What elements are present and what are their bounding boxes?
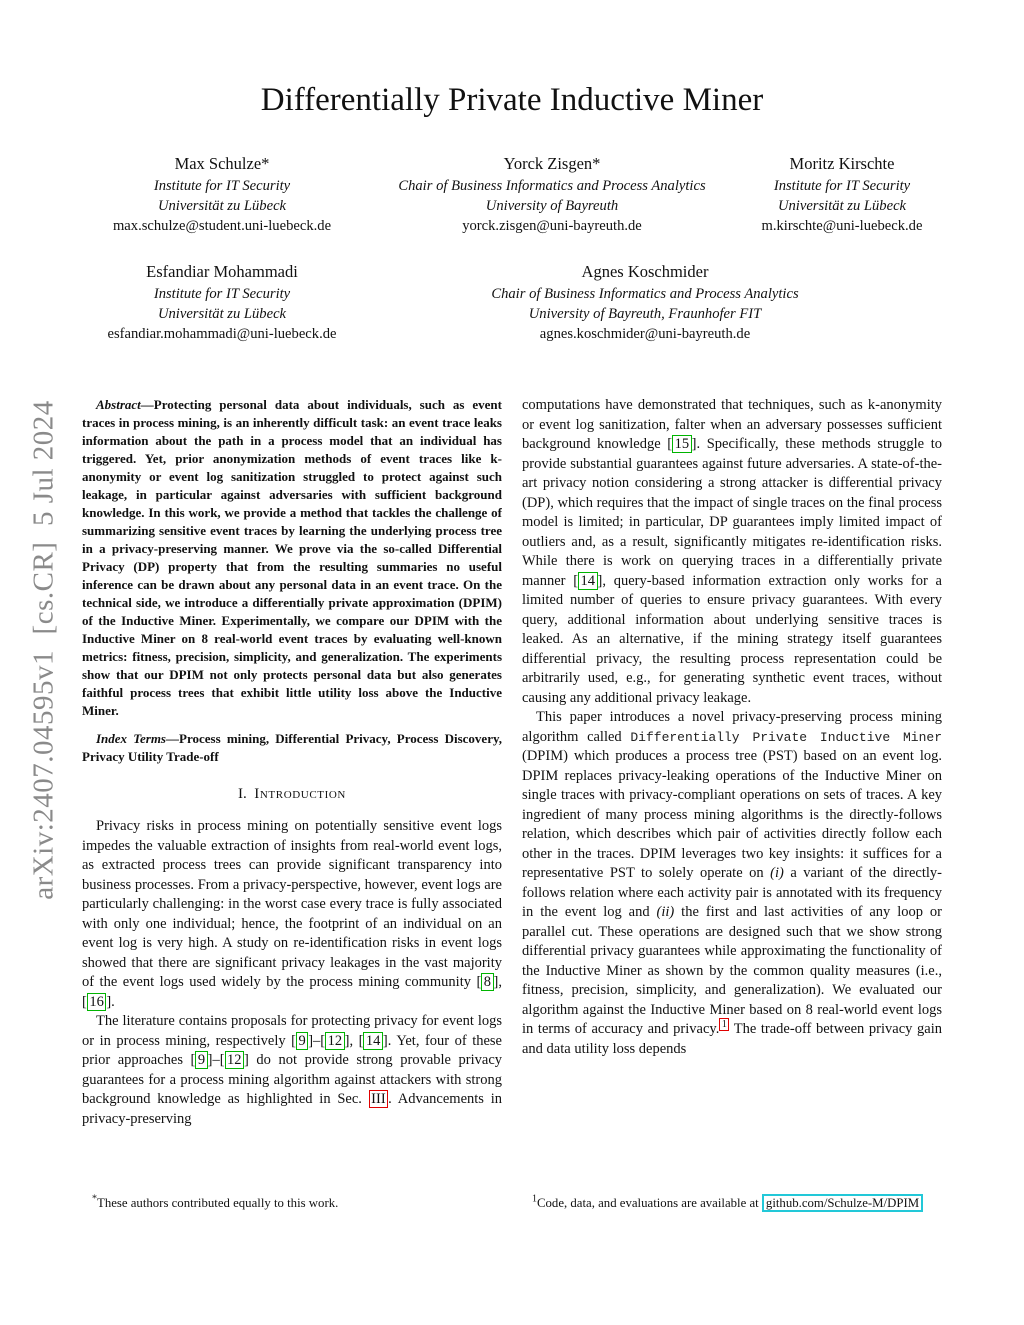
text-run: ], query-based information extraction only works for a limited number of queries to ensure privacy guarantees. With every query, additional information about underlying sensitive traces is leaked. As an alternative, if the mining strategy itself guarantees differential privacy, the resulting process representation could be arbitrarily used, e.g., for generating synthetic event traces, without causing any additional privacy leakage. <box>522 572 942 706</box>
section-ref-link[interactable]: III <box>369 1090 389 1108</box>
author-email: yorck.zisgen@uni-bayreuth.de <box>462 218 642 235</box>
author-affiliation: Universität zu Lübeck <box>777 198 907 215</box>
two-column-body <box>82 396 942 1212</box>
text-run: Code, data, and evaluations are available at <box>537 1196 762 1211</box>
author-row-1 <box>82 152 942 236</box>
citation-link[interactable]: 12 <box>225 1051 245 1069</box>
citation-link[interactable]: 12 <box>325 1032 345 1050</box>
footnote-marker: * <box>92 1194 97 1206</box>
text-run: ]–[ <box>207 1052 225 1069</box>
citation-link[interactable]: 14 <box>578 572 598 590</box>
paragraph <box>522 708 942 1059</box>
section-number: I. <box>238 786 247 803</box>
author-name: Agnes Koschmider <box>581 262 709 282</box>
author-block <box>435 260 855 344</box>
text-run: The literature contains proposals for protecting privacy for event logs or in process mining, respectively [ <box>82 1013 502 1049</box>
paper-title: Differentially Private Inductive Miner <box>260 82 764 118</box>
abstract-paragraph <box>82 396 502 720</box>
text-run: ]. Specifically, these methods struggle to provide substantial guarantees against future adversaries. A state-of-the-art privacy notion considering a strong attacker is differential privacy (DP), which requires that the impact of single traces on the final process model is limited; in particular, DP guarantees imply limited impact of outliers and, as a result, significantly mitigates re-identification risks. While there is work on querying traces in a differentially private manner [ <box>522 436 942 589</box>
author-email: agnes.koschmider@uni-bayreuth.de <box>539 326 751 343</box>
paragraph <box>82 817 502 1012</box>
paragraph-lead: Abstract— <box>96 397 154 413</box>
paper-content <box>82 0 942 1212</box>
external-link[interactable]: github.com/Schulze-M/DPIM <box>762 1194 923 1212</box>
emphasis-text: (ii) <box>656 904 675 921</box>
author-affiliation: Chair of Business Informatics and Process Analytics <box>491 286 799 303</box>
text-run: This paper introduces a novel privacy-preserving process mining algorithm called <box>522 709 942 745</box>
section-heading-introduction <box>82 786 502 803</box>
text-run: ]. Yet, four of these prior approaches [ <box>82 1032 502 1069</box>
text-run: Privacy risks in process mining on potentially sensitive event logs impedes the valuable extraction of insights from real-world event logs, as extracted process trees can provide significant transparency into business processes. From a privacy-perspective, however, event logs are particularly challenging: in the worst case every trace is fully associated with only one individual; hence, the footprint of an individual on an event log is very high. A study on re-identification risks in event logs showed that there are significant privacy leakages in the vast majority of the event logs used widely by the process mining community [ <box>82 818 502 991</box>
author-name: Moritz Kirschte <box>789 154 895 174</box>
text-run: . Advancements in privacy-preserving <box>82 1091 502 1127</box>
author-block <box>82 152 362 236</box>
text-run: ], [ <box>344 1032 364 1049</box>
text-run: ]–[ <box>308 1032 326 1049</box>
author-affiliation: Universität zu Lübeck <box>157 198 287 215</box>
citation-link[interactable]: 8 <box>481 973 493 991</box>
right-column <box>522 396 942 1212</box>
author-affiliation: Institute for IT Security <box>153 178 291 195</box>
author-affiliation: University of Bayreuth <box>485 198 619 215</box>
section-title: Introduction <box>254 786 346 803</box>
author-affiliation: University of Bayreuth, Fraunhofer FIT <box>528 306 762 323</box>
author-name: Esfandiar Mohammadi <box>146 262 298 282</box>
text-run: ], [ <box>82 974 502 1010</box>
left-column <box>82 396 502 1212</box>
citation-link[interactable]: 15 <box>672 435 692 453</box>
citation-link[interactable]: 14 <box>363 1032 383 1050</box>
author-affiliation: Institute for IT Security <box>153 286 291 303</box>
author-affiliation: Chair of Business Informatics and Process Analytics <box>398 178 706 195</box>
citation-link[interactable]: 9 <box>195 1051 207 1069</box>
text-run: These authors contributed equally to this work. <box>97 1196 339 1211</box>
text-run: Process mining, Differential Privacy, Process Discovery, Privacy Utility Trade-off <box>82 731 502 765</box>
text-run: (DPIM) which produces a process tree (PST) based on an event log. DPIM replaces privacy-leaking operations of the Inductive Miner on single traces with privacy-compliant operations on sets of traces. A key ingredient of many process mining algorithms is the directly-follows relation, which describes which pair of activities directly follow each other in the traces. DPIM leverages two key insights: it suffices for a representative PST to solely operate on <box>522 748 942 882</box>
author-name: Yorck Zisgen* <box>503 154 601 174</box>
paragraph-lead: Index Terms— <box>96 731 179 747</box>
text-run: ] do not provide strong provable privacy guarantees for a process mining algorithm against attackers with strong background knowledge as highlighted in Sec. <box>82 1052 502 1108</box>
footnote-equal-contribution <box>82 1190 502 1212</box>
paragraph <box>82 1012 502 1129</box>
citation-link[interactable]: 9 <box>296 1032 308 1050</box>
author-block <box>82 260 362 344</box>
author-email: max.schulze@student.uni-luebeck.de <box>112 218 332 235</box>
author-affiliation: Universität zu Lübeck <box>157 306 287 323</box>
arxiv-watermark: arXiv:2407.04595v1 [cs.CR] 5 Jul 2024 <box>27 400 60 900</box>
citation-link[interactable]: 16 <box>87 993 107 1011</box>
text-run: ]. <box>106 993 115 1010</box>
inline-code: Differentially Private Inductive Miner <box>630 729 942 745</box>
footnote-marker: 1 <box>532 1194 537 1206</box>
author-name: Max Schulze* <box>174 154 270 174</box>
author-affiliation: Institute for IT Security <box>773 178 911 195</box>
text-run: a variant of the directly-follows relation where each activity pair is annotated with its frequency in the event log and <box>522 865 942 921</box>
author-row-2 <box>82 260 942 344</box>
footnote-code-availability <box>522 1190 942 1212</box>
author-email: esfandiar.mohammadi@uni-luebeck.de <box>107 326 337 343</box>
text-run: the first and last activities of any loop or parallel cut. These operations are designed such that we show strong differential privacy guarantees while approximating the functionality of the Inductive Miner as shown by the common quality measures (i.e., fitness, precision, simplicity, and generalization). We evaluated our algorithm against the Inductive Miner based on 8 real-world event logs in terms of accuracy and privacy. <box>522 904 942 1038</box>
footnote-ref-link[interactable]: 1 <box>719 1018 729 1031</box>
text-run: Protecting personal data about individuals, such as event traces in process mining, is an inherently difficult task: an event trace leaks information about the path in a process model that an individual has triggered. Yet, prior anonymization methods of event traces like k-anonymity or event log sanitization struggled to protect against such leakage, in particular against adversaries with sufficient background knowledge. In this work, we provide a method that tackles the challenge of summarizing sensitive event traces by learning the underlying process tree in a privacy-preserving manner. We prove via the so-called Differential Privacy (DP) property that from the resulting summaries no useful inference can be drawn about any personal data in an event trace. On the technical side, we introduce a differentially private approximation (DPIM) of the Inductive Miner. Experimentally, we compare our DPIM with the Inductive Miner on 8 real-world event traces by evaluating well-known metrics: fitness, precision, simplicity, and generalization. The experiments show that our DPIM not only protects personal data but also generates faithful process trees that exhibit little utility loss above the Inductive Miner. <box>82 397 502 719</box>
author-block <box>362 152 742 236</box>
index-terms-paragraph <box>82 730 502 766</box>
text-run: The trade-off between privacy gain and data utility loss depends <box>522 1021 942 1057</box>
paragraph <box>522 396 942 708</box>
author-email: m.kirschte@uni-luebeck.de <box>761 218 923 235</box>
emphasis-text: (i) <box>770 865 784 882</box>
author-block <box>742 152 942 236</box>
text-run: computations have demonstrated that techniques, such as k-anonymity or event log sanitization, falter when an adversary possesses sufficient background knowledge [ <box>522 397 942 453</box>
